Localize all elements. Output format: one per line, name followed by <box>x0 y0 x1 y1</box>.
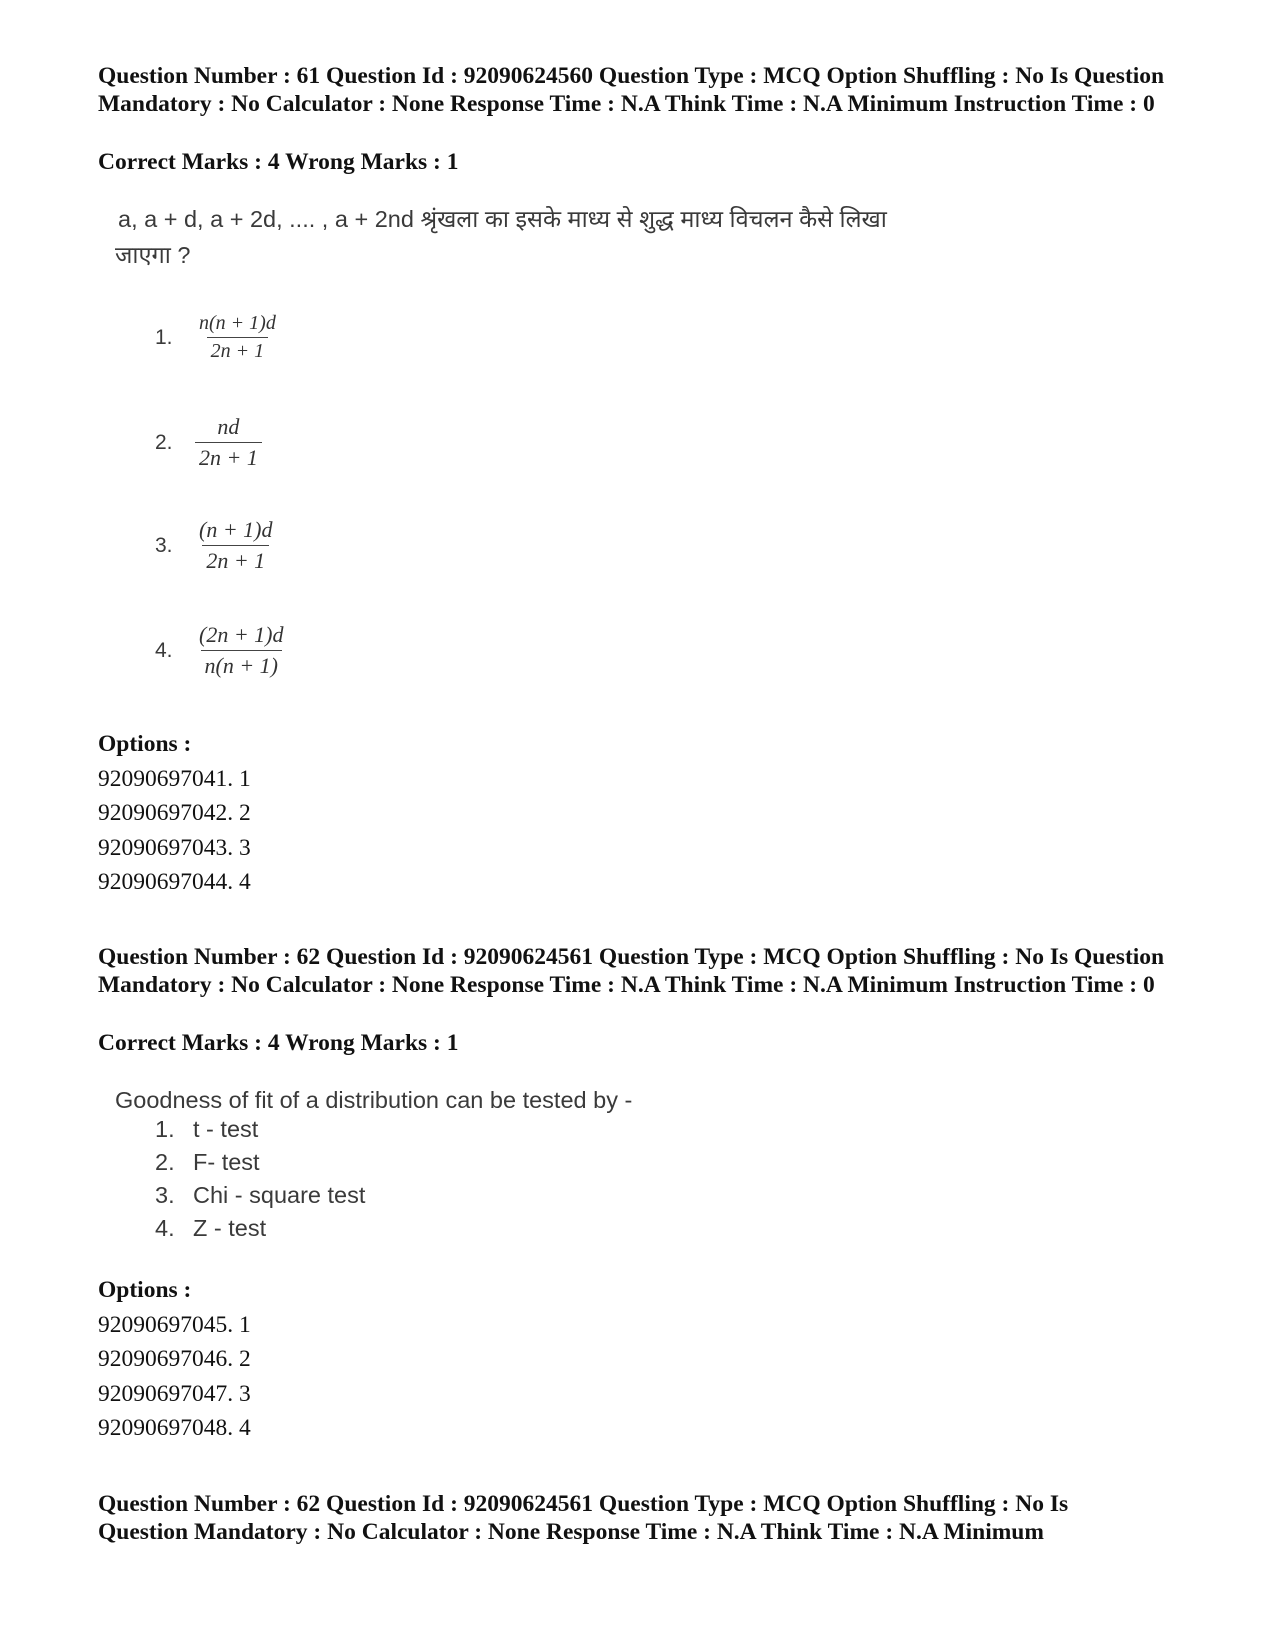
fraction <box>195 310 280 365</box>
choice-text: t - test <box>193 1116 259 1142</box>
header-line: Question Number : 62 Question Id : 92090624561 Question Type : MCQ Option Shuffling : No Is <box>98 1491 1069 1517</box>
fraction-numerator: (2n + 1)d <box>199 622 284 647</box>
fraction-numerator: nd <box>217 414 240 439</box>
option-row: 92090697043. 3 <box>98 834 251 861</box>
fraction-denominator: 2n + 1 <box>195 442 262 473</box>
choice-text: Chi - square test <box>193 1182 366 1208</box>
fraction <box>195 515 277 576</box>
options-title: Options : <box>98 731 192 757</box>
fraction-denominator: n(n + 1) <box>201 650 283 681</box>
fraction <box>195 412 262 473</box>
fraction <box>195 620 288 681</box>
options-title: Options : <box>98 1277 192 1303</box>
question-62-choices <box>155 1113 365 1245</box>
header-line: Question Mandatory : No Calculator : None Response Time : N.A Think Time : N.A Minimum <box>98 1519 1044 1545</box>
question-62-header: Question Number : 62 Question Id : 92090624561 Question Type : MCQ Option Shuffling : No Is Question Mandatory : No Calculator : None Response Time : N.A Think Time : N.A Minimum Instruction Time : 0 <box>98 944 1165 998</box>
option-row: 92090697041. 1 <box>98 765 251 792</box>
choice-item <box>155 1146 365 1179</box>
question-61-choice-1 <box>155 310 280 365</box>
question-62-text: Goodness of fit of a distribution can be tested by - <box>115 1087 633 1113</box>
choice-item <box>155 1179 365 1212</box>
question-61-options <box>98 727 1188 900</box>
choice-text: Z - test <box>193 1215 267 1241</box>
option-row: 92090697044. 4 <box>98 869 251 895</box>
choice-item <box>155 1113 365 1146</box>
question-61-text-line2: जाएगा ? <box>115 242 191 268</box>
choice-number: 4. <box>155 638 173 662</box>
option-row: 92090697047. 3 <box>98 1380 251 1407</box>
question-61-marks: Correct Marks : 4 Wrong Marks : 1 <box>98 149 459 175</box>
choice-number: 1. <box>155 325 173 349</box>
choice-number: 3. <box>155 1182 175 1208</box>
option-row: 92090697045. 1 <box>98 1311 251 1338</box>
choice-number: 2. <box>155 1149 175 1175</box>
choice-number: 3. <box>155 533 173 557</box>
fraction-numerator: n(n + 1)d <box>199 312 276 334</box>
question-61-text-line1: a, a + d, a + 2d, .... , a + 2nd श्रृंखला का इसके माध्य से शुद्ध माध्य विचलन कैसे लिखा <box>118 206 887 232</box>
choice-item <box>155 1212 365 1245</box>
question-61-choice-4 <box>155 620 288 681</box>
fraction-numerator: (n + 1)d <box>199 517 273 542</box>
question-61-choice-3 <box>155 515 277 576</box>
choice-number: 1. <box>155 1116 175 1142</box>
question-62-options <box>98 1273 1188 1446</box>
question-62-repeat-header <box>98 1490 1188 1546</box>
question-62-marks: Correct Marks : 4 Wrong Marks : 1 <box>98 1030 459 1056</box>
option-row: 92090697042. 2 <box>98 800 251 826</box>
option-row: 92090697048. 4 <box>98 1415 251 1441</box>
choice-number: 4. <box>155 1215 175 1241</box>
fraction-denominator: 2n + 1 <box>207 337 269 365</box>
fraction-denominator: 2n + 1 <box>202 545 269 576</box>
option-row: 92090697046. 2 <box>98 1346 251 1372</box>
choice-number: 2. <box>155 430 173 454</box>
question-61-choice-2 <box>155 412 262 473</box>
question-61-header: Question Number : 61 Question Id : 92090624560 Question Type : MCQ Option Shuffling : No Is Question Mandatory : No Calculator : None Response Time : N.A Think Time : N.A Minimum Instruction Time : 0 <box>98 63 1165 117</box>
choice-text: F- test <box>193 1149 260 1175</box>
